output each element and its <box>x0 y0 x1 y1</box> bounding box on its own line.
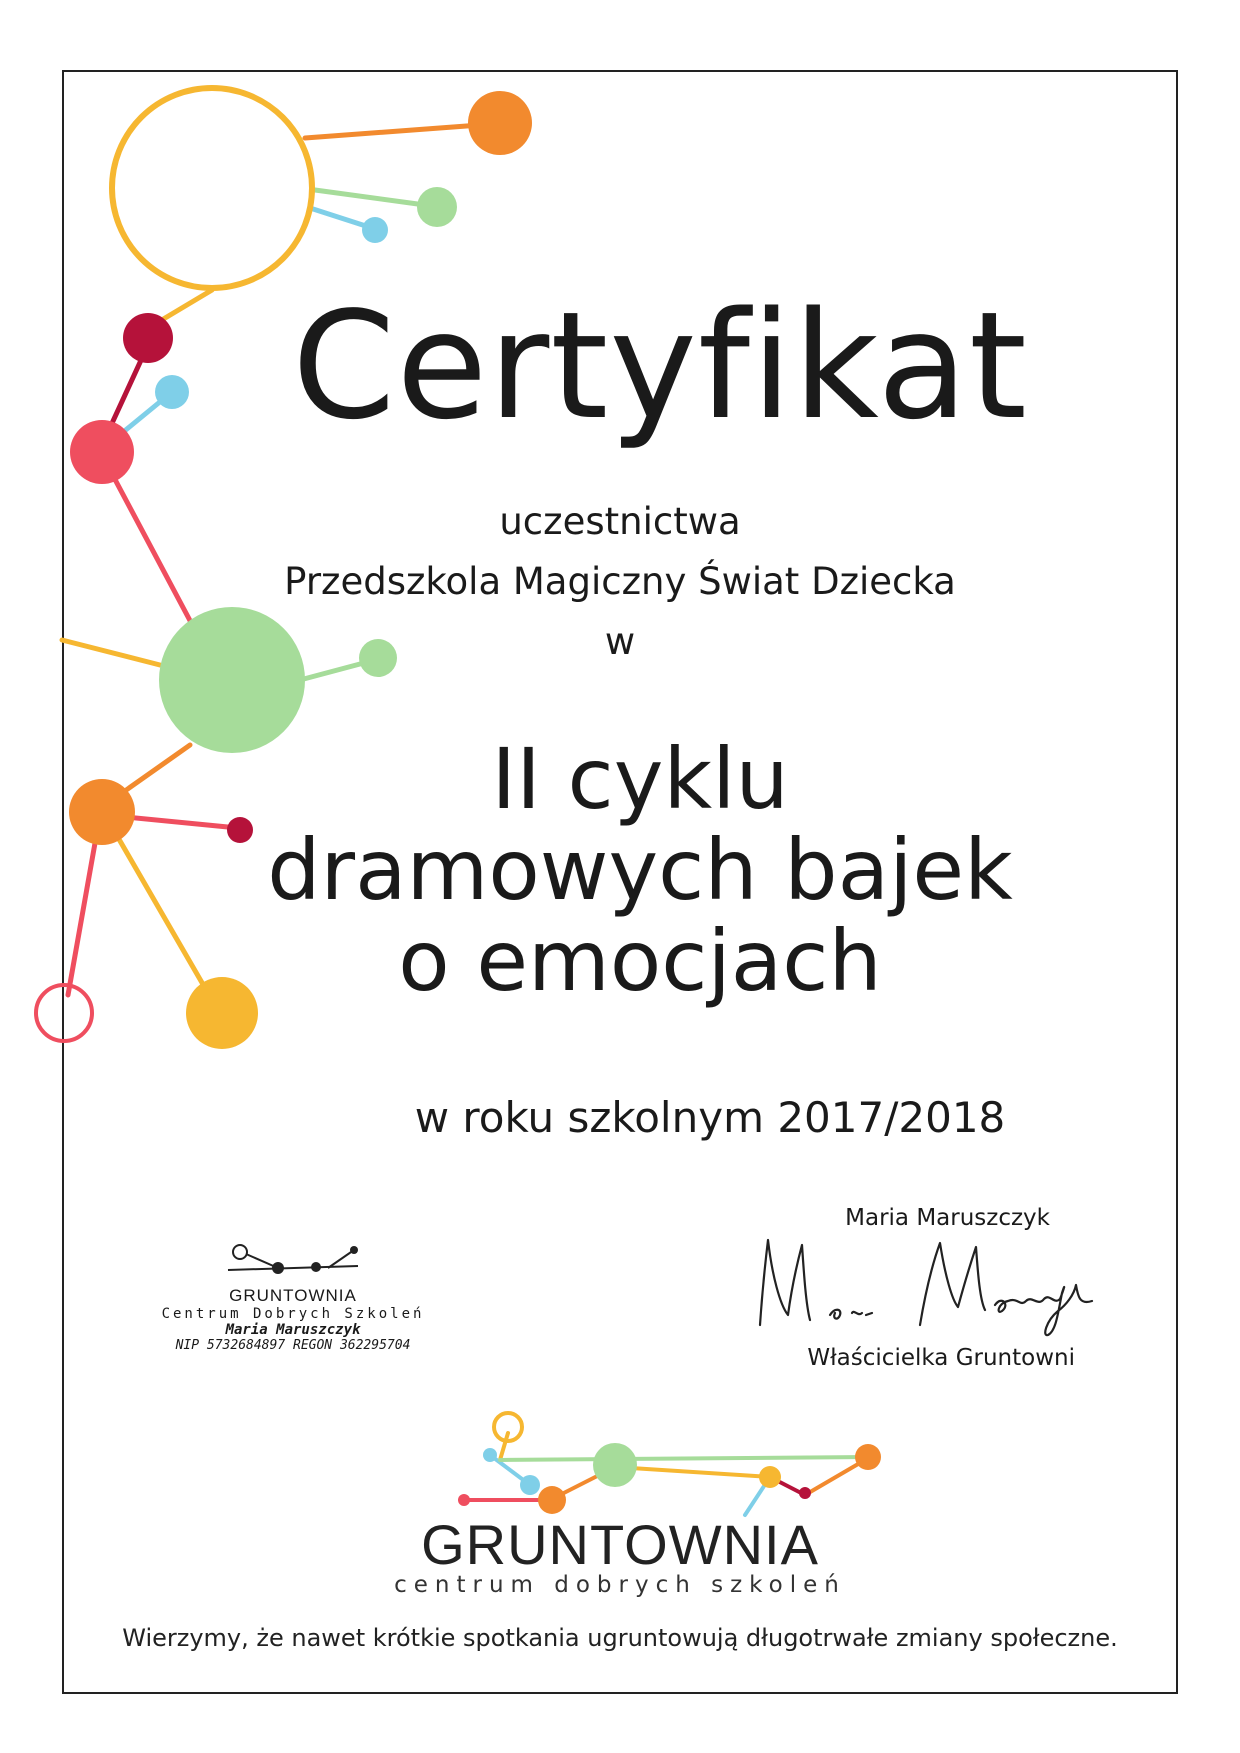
stamp-owner: Maria Maruszczyk <box>225 1322 361 1338</box>
signer-name: Maria Maruszczyk <box>845 1205 1050 1231</box>
brand-tagline: centrum dobrych szkoleń <box>394 1572 846 1598</box>
certificate-subtitle: uczestnictwa <box>499 500 741 543</box>
company-stamp <box>128 1240 458 1353</box>
preposition: w <box>604 620 636 663</box>
gruntownia-logo-icon <box>440 1405 910 1520</box>
stamp-ids: NIP 5732684897 REGON 362295704 <box>175 1338 411 1353</box>
handwritten-signature <box>740 1235 1130 1345</box>
recipient-name: Przedszkola Magiczny Świat Dziecka <box>284 560 956 603</box>
stamp-molecule-icon <box>128 1240 458 1282</box>
school-year: w roku szkolnym 2017/2018 <box>414 1093 1006 1142</box>
program-line-2: dramowych bajek <box>267 821 1013 919</box>
program-line-1: II cyklu <box>491 730 789 828</box>
company-motto: Wierzymy, że nawet krótkie spotkania ugruntowują długotrwałe zmiany społeczne. <box>122 1624 1118 1652</box>
certificate-title: Certyfikat <box>292 280 1028 452</box>
signer-role: Właścicielka Gruntowni <box>807 1345 1075 1371</box>
brand-name: GRUNTOWNIA <box>421 1513 819 1576</box>
stamp-brand: GRUNTOWNIA <box>229 1286 357 1305</box>
stamp-subtitle: Centrum Dobrych Szkoleń <box>161 1306 425 1322</box>
program-line-3: o emocjach <box>398 912 882 1010</box>
